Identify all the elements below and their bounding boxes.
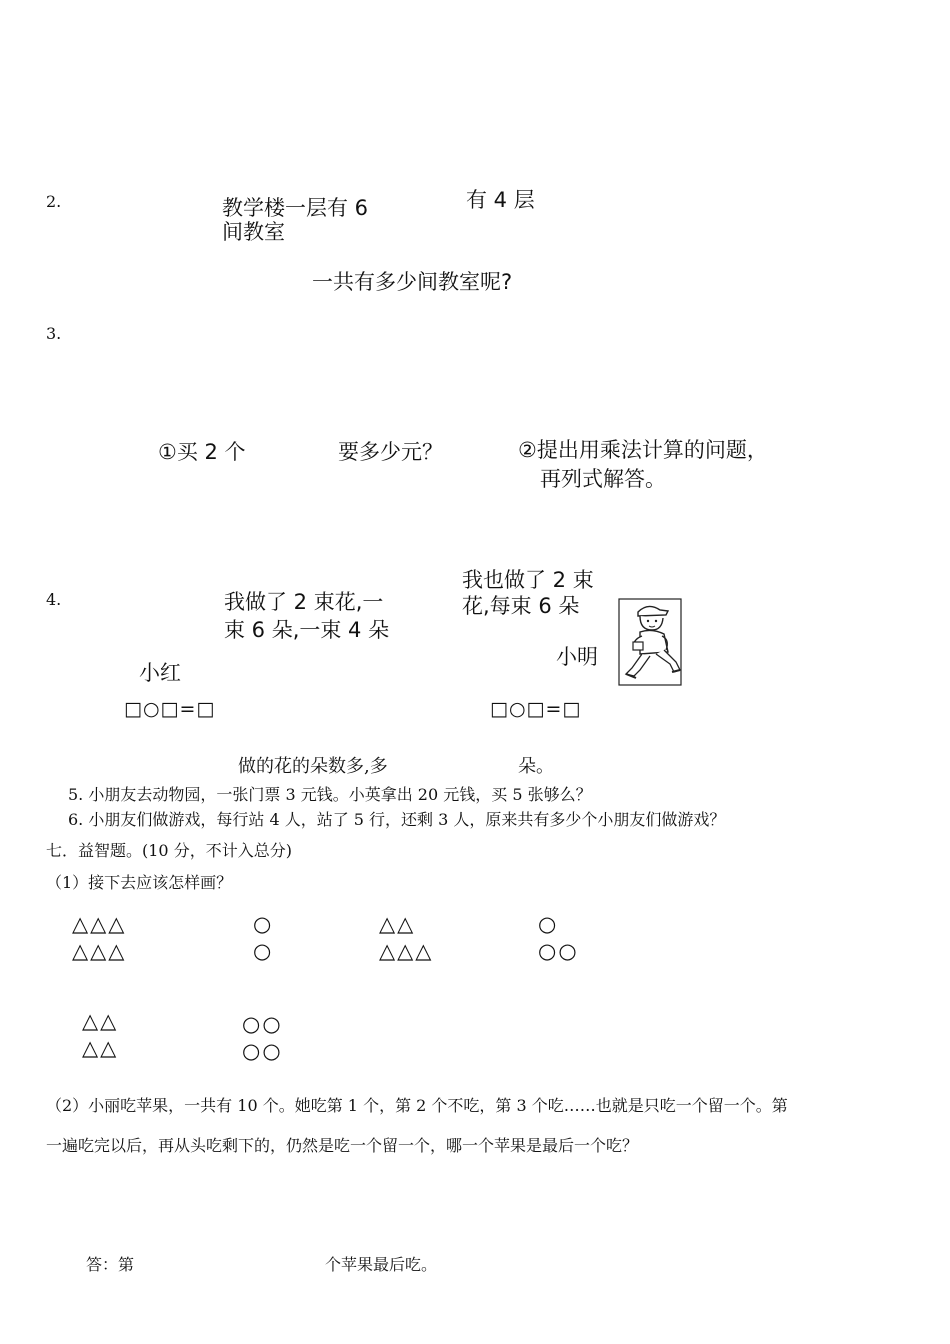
pattern-triangles-2-row2: △△△ (379, 939, 434, 963)
pattern-circles-3-row2: ○○ (242, 1039, 283, 1063)
pattern-triangles-1-row1: △△△ (72, 912, 127, 936)
section-7-q2-line1: （2）小丽吃苹果，一共有 10 个。她吃第 1 个，第 2 个不吃，第 3 个吃……也就是只吃一个留一个。第 (46, 1096, 788, 1115)
compare-text-b: 朵。 (518, 756, 554, 777)
pattern-triangles-3-row1: △△ (82, 1009, 119, 1033)
boy-walking-icon (618, 598, 682, 686)
problem-2-number: 2. (46, 192, 62, 211)
xiaoming-formula: □○□=□ (490, 698, 582, 720)
xiaohong-formula: □○□=□ (124, 698, 216, 720)
pattern-circles-3-row1: ○○ (242, 1012, 283, 1036)
problem-3-q2-line2: 再列式解答。 (540, 467, 666, 491)
problem-2-bubble-a-line2: 间教室 (222, 220, 285, 244)
section-7-title: 七．益智题。(10 分，不计入总分) (46, 841, 292, 860)
section-7-q2-line2: 一遍吃完以后，再从头吃剩下的，仍然是吃一个留一个，哪一个苹果是最后一个吃？ (46, 1136, 639, 1155)
problem-2-bubble-b: 有 4 层 (466, 188, 535, 212)
problem-3-q2-line1: ②提出用乘法计算的问题， (518, 438, 768, 462)
pattern-circles-1-row2: ○ (253, 939, 274, 963)
section-7-q1: （1）接下去应该怎样画？ (46, 873, 233, 892)
xiaoming-speech-line1: 我也做了 2 束 (462, 568, 594, 592)
problem-4-number: 4. (46, 590, 62, 609)
xiaoming-speech-line2: 花,每束 6 朵 (462, 594, 580, 618)
problem-3-q1-part-a: ①买 2 个 (158, 440, 246, 464)
pattern-triangles-2-row1: △△ (379, 912, 416, 936)
answer-prefix: 答：第 (86, 1255, 135, 1274)
xiaohong-name: 小红 (139, 661, 181, 685)
answer-suffix: 个苹果最后吃。 (325, 1255, 438, 1274)
problem-2-question: 一共有多少间教室呢? (312, 270, 513, 294)
pattern-triangles-1-row2: △△△ (72, 939, 127, 963)
pattern-circles-2-row1: ○ (538, 912, 559, 936)
problem-2-bubble-a-line1: 教学楼一层有 6 (222, 196, 369, 220)
pattern-triangles-3-row2: △△ (82, 1036, 119, 1060)
problem-6: 6. 小朋友们做游戏，每行站 4 人，站了 5 行，还剩 3 人，原来共有多少个小朋友们做游戏？ (68, 810, 726, 829)
xiaohong-speech-line1: 我做了 2 束花,一 (224, 590, 384, 614)
compare-text-a: 做的花的朵数多,多 (238, 756, 388, 777)
problem-3-q1-part-b: 要多少元？ (338, 440, 443, 464)
xiaohong-speech-line2: 束 6 朵,一束 4 朵 (224, 618, 390, 642)
problem-5: 5. 小朋友去动物园，一张门票 3 元钱。小英拿出 20 元钱，买 5 张够么？ (68, 785, 592, 804)
xiaoming-name: 小明 (556, 645, 598, 669)
pattern-circles-1-row1: ○ (253, 912, 274, 936)
pattern-circles-2-row2: ○○ (538, 939, 579, 963)
problem-3-number: 3. (46, 324, 62, 343)
